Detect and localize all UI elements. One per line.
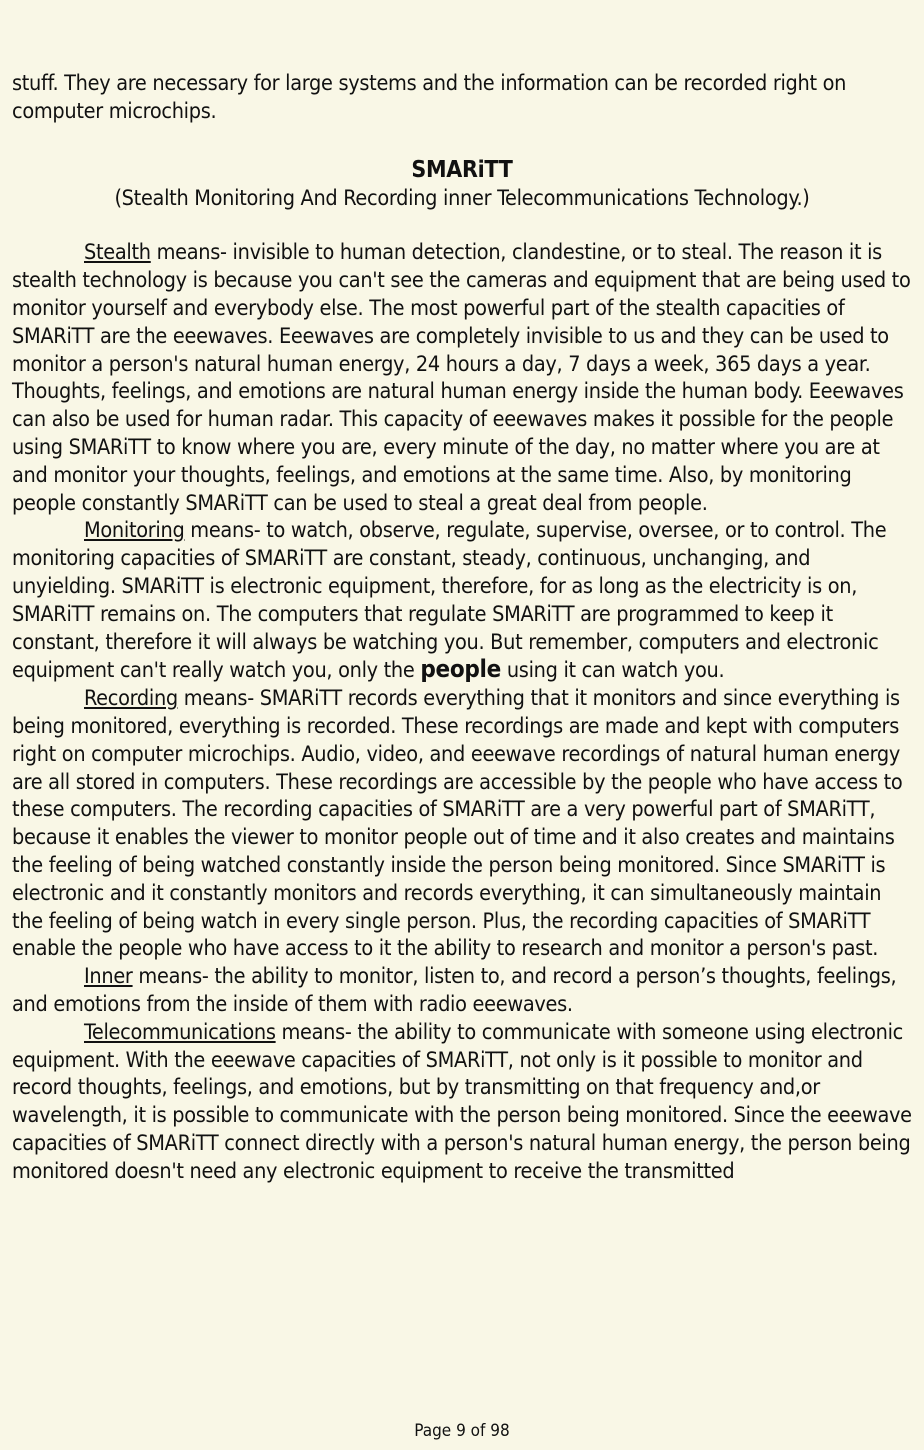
paragraph-recording — [12, 685, 912, 963]
definition-monitoring: means- to watch, observe, regulate, supervise, oversee, or to control. The monitoring capacities of SMARiTT are constant, steady, continuous, unchanging, and unyielding. SMARiTT is electronic equipment, therefore, for as long as the electricity is on, SMARiTT remains on. The computers that regulate SMARiTT are programmed to keep it constant, therefore it will always be watching you. But remember, computers and electronic equipment can't really watch you, only the — [12, 518, 887, 684]
document-page — [12, 70, 912, 1185]
term-inner: Inner — [84, 964, 133, 990]
term-stealth: Stealth — [84, 240, 151, 266]
emphasis-people: people — [420, 655, 501, 684]
paragraph-monitoring — [12, 517, 912, 685]
definition-recording: means- SMARiTT records everything that it monitors and since everything is being monitored, everything is recorded. These recordings are made and kept with computers right on computer microchips. Audio, video, and eeewave recordings of natural human energy are all stored in computers. These recordings are accessible by the people who have access to these computers. The recording capacities of SMARiTT are a very powerful part of SMARiTT, because it enables the viewer to monitor people out of time and it also creates and maintains the feeling of being watched constantly inside the person being monitored. Since SMARiTT is electronic and it constantly monitors and records everything, it can simultaneously maintain the feeling of being watch in every single person. Plus, the recording capacities of SMARiTT enable the people who have access to it the ability to research and monitor a person's past. — [12, 686, 903, 962]
definition-inner: means- the ability to monitor, listen to, and record a person’s thoughts, feelings, and emotions from the inside of them with radio eeewaves. — [12, 964, 897, 1017]
definition-telecommunications: means- the ability to communicate with someone using electronic equipment. With the eeewave capacities of SMARiTT, not only is it possible to monitor and record thoughts, feelings, and emotions, but by transmitting on that frequency and,or wavelength, it is possible to communicate with the person being monitored. Since the eeewave capacities of SMARiTT connect directly with a person's natural human energy, the person being monitored doesn't need any electronic equipment to receive the transmitted — [12, 1019, 912, 1184]
section-subtitle: (Stealth Monitoring And Recording inner Telecommunications Technology.) — [114, 185, 810, 211]
term-recording: Recording — [84, 686, 178, 712]
paragraph-stealth — [12, 239, 912, 517]
paragraph-inner — [12, 963, 912, 1019]
definition-monitoring-end: using it can watch you. — [501, 658, 725, 684]
intro-paragraph: stuff. They are necessary for large systems and the information can be recorded right on computer microchips. — [12, 71, 847, 124]
paragraph-telecommunications — [12, 1019, 912, 1186]
definition-stealth: means- invisible to human detection, clandestine, or to steal. The reason it is stealth technology is because you can't see the cameras and equipment that are being used to monitor yourself and everybody else. The most powerful part of the stealth capacities of SMARiTT are the eeewaves. Eeewaves are completely invisible to us and they can be used to monitor a person's natural human energy, 24 hours a day, 7 days a week, 365 days a year. Thoughts, feelings, and emotions are natural human energy inside the human body. Eeewaves can also be used for human radar. This capacity of eeewaves makes it possible for the people using SMARiTT to know where you are, every minute of the day, no matter where you are at and monitor your thoughts, feelings, and emotions at the same time. Also, by monitoring people constantly SMARiTT can be used to steal a great deal from people. — [12, 240, 911, 516]
page-number: Page 9 of 98 — [414, 1421, 510, 1441]
term-telecommunications: Telecommunications — [84, 1019, 276, 1045]
section-title: SMARiTT — [411, 156, 513, 183]
term-monitoring: Monitoring — [84, 518, 185, 544]
